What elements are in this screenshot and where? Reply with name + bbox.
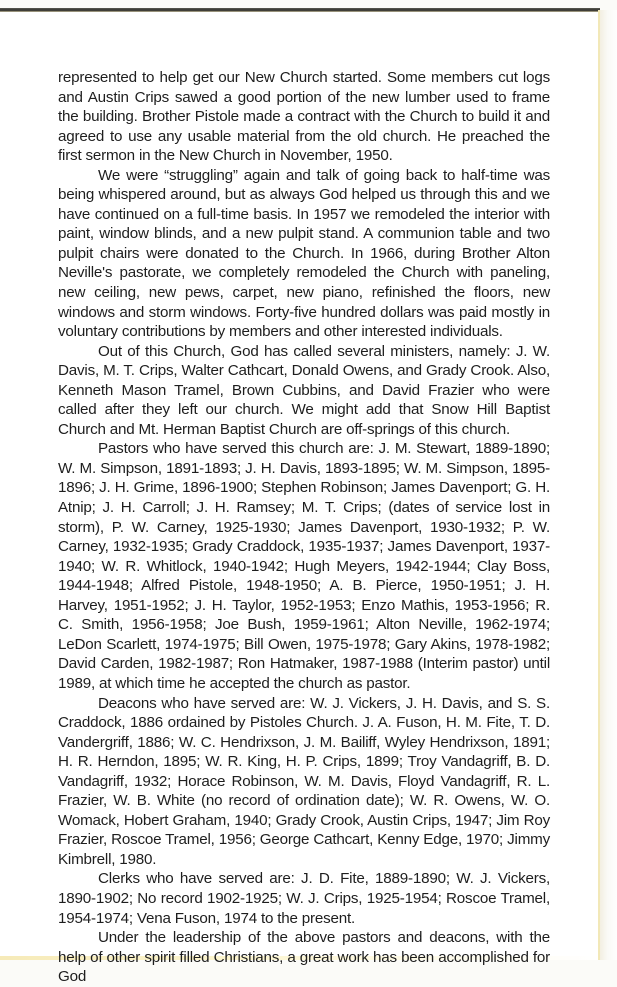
page-right-edge (598, 10, 617, 960)
paragraph-new-church: represented to help get our New Church started. Some members cut logs and Austin Crips sawed a good portion of the new lumber used to frame the building. Brother Pistole made a contract with the Church to build it and agreed to use any usable material from the old church. He preached the first sermon in the New Church in November, 1950. (58, 69, 550, 165)
body-text (58, 68, 550, 987)
paragraph-ministers: Out of this Church, God has called several ministers, namely: J. W. Davis, M. T. Crips, Walter Cathcart, Donald Owens, and Grady Crook. Also, Kenneth Mason Tramel, Brown Cubbins, and David Frazier who were called after they left our church. We might add that Snow Hill Baptist Church and Mt. Herman Baptist Church are off-springs of this church. (58, 342, 550, 438)
paragraph-leadership: Under the leadership of the above pastors and deacons, with the help of other spirit filled Christians, a great work has been accomplished for God (58, 929, 550, 986)
paragraph-clerks: Clerks who have served are: J. D. Fite, 1889-1890; W. J. Vickers, 1890-1902; No record 1902-1925; W. J. Crips, 1925-1954; Roscoe Tramel, 1954-1974; Vena Fuson, 1974 to the present. (58, 870, 550, 927)
paragraph-deacons: Deacons who have served are: W. J. Vickers, J. H. Davis, and S. S. Craddock, 1886 ordained by Pistoles Church. J. A. Fuson, H. M. Fite, T. D. Vandergriff, 1886; W. C. Hendrixson, J. M. Bailiff, Wyley Hendrixson, 1891; H. R. Herndon, 1895; W. R. King, H. P. Crips, 1899; Troy Vandagriff, B. D. Vandagriff, 1932; Horace Robinson, W. M. Davis, Floyd Vandagriff, R. L. Frazier, W. B. White (no record of ordination date); W. R. Owens, W. O. Womack, Hobert Graham, 1940; Grady Crook, Austin Crips, 1947; Jim Roy Frazier, Roscoe Tramel, 1956; George Cathcart, Kenny Edge, 1970; Jimmy Kimbrell, 1980. (58, 694, 550, 868)
paragraph-pastors: Pastors who have served this church are: J. M. Stewart, 1889-1890; W. M. Simpson, 1891-1893; J. H. Davis, 1893-1895; W. M. Simpson, 1895-1896; J. H. Grime, 1896-1900; Stephen Robinson; James Davenport; G. H. Atnip; J. H. Carroll; J. H. Ramsey; M. T. Crips; (dates of service lost in storm), P. W. Carney, 1925-1930; James Davenport, 1930-1932; P. W. Carney, 1932-1935; Grady Craddock, 1935-1937; James Davenport, 1937-1940; W. R. Whitlock, 1940-1942; Hugh Meyers, 1942-1944; Clay Boss, 1944-1948; Alfred Pistole, 1948-1950; A. B. Pierce, 1950-1951; J. H. Harvey, 1951-1952; J. H. Taylor, 1952-1953; Enzo Mathis, 1953-1956; R. C. Smith, 1956-1958; Joe Bush, 1959-1961; Alton Neville, 1962-1974; LeDon Scarlett, 1974-1975; Bill Owen, 1975-1978; Gary Akins, 1978-1982; David Carden, 1982-1987; Ron Hatmaker, 1987-1988 (Interim pastor) until 1989, at which time he accepted the church as pastor. (58, 440, 550, 692)
paragraph-remodeling: We were “struggling” again and talk of going back to half-time was being whispered around, but as always God helped us through this and we have continued on a full-time basis. In 1957 we remodeled the interior with paint, window blinds, and a new pulpit stand. A communion table and two pulpit chairs were donated to the Church. In 1966, during Brother Alton Neville's pastorate, we completely remodeled the Church with paneling, new ceiling, new pews, carpet, new piano, refinished the floors, new windows and storm windows. Forty-five hundred dollars was paid mostly in voluntary contributions by members and other interested individuals. (58, 166, 550, 341)
